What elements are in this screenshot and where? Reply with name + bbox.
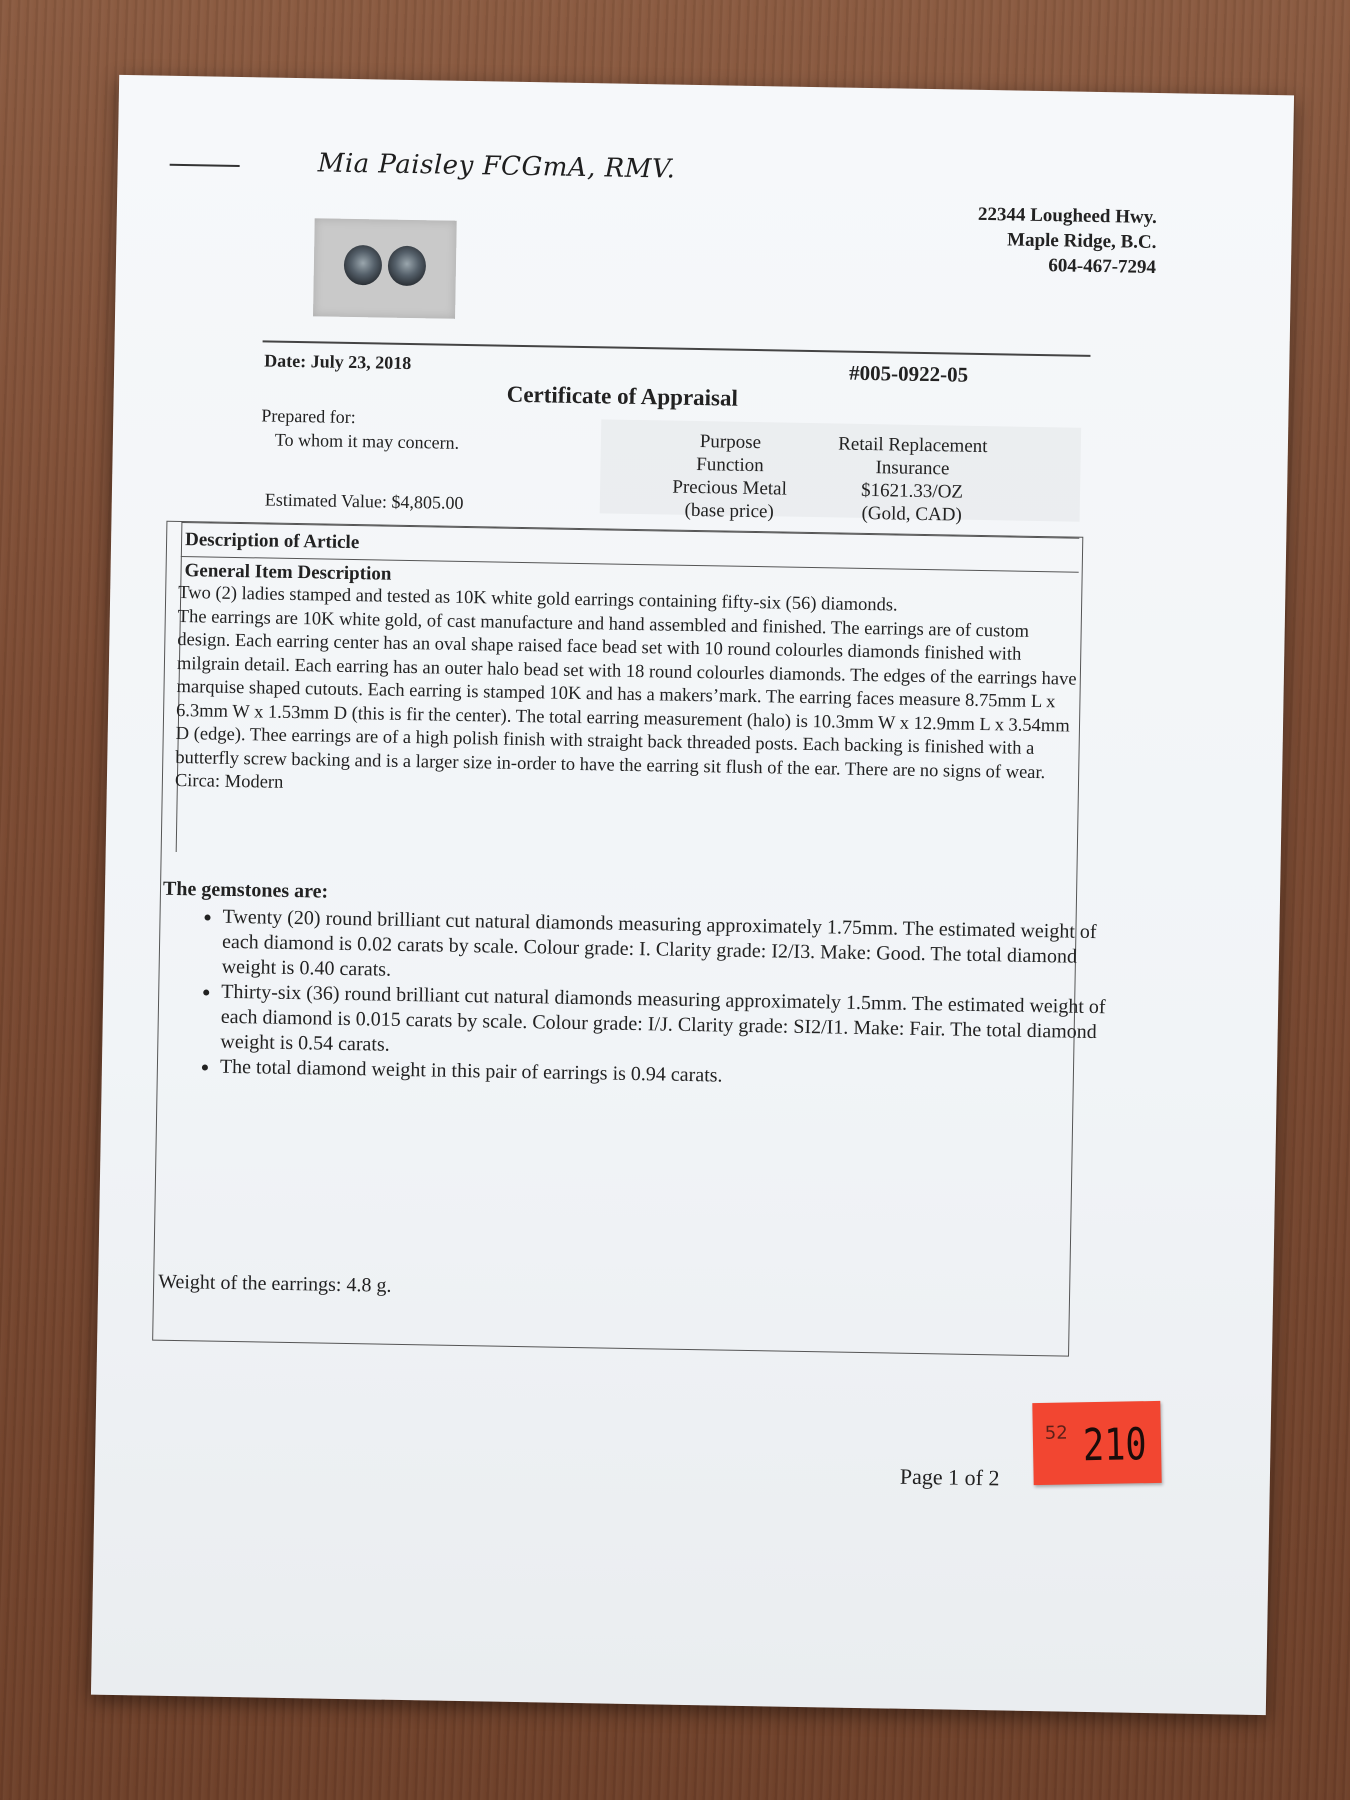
gemstone-item: • Twenty (20) round brilliant cut natural diamonds measuring approximately 1.75mm. The estimated weight of each diamond is 0.02 carats by scale. Colour grade: I. Clarity grade: I2/I3. Make: Good. The total diamond weight is 0.40 carats. bbox=[221, 905, 1112, 996]
gemstone-item: • The total diamond weight in this pair of earrings is 0.94 carats. bbox=[220, 1055, 1110, 1096]
certificate-number: #005-0922-05 bbox=[848, 360, 969, 387]
base-price-label: (base price) bbox=[684, 499, 774, 523]
metal-currency-note: (Gold, CAD) bbox=[861, 502, 962, 526]
function-label: Function bbox=[696, 454, 764, 477]
gemstone-item: • Thirty-six (36) round brilliant cut natural diamonds measuring approximately 1.5mm. The estimated weight of each diamond is 0.015 carats by scale. Colour grade: I/J. Clarity grade: SI2/I1. Make: Fair. The total diamond weight is 0.54 carats. bbox=[220, 980, 1111, 1071]
prepared-for-value: To whom it may concern. bbox=[274, 429, 460, 453]
purpose-value: Retail Replacement bbox=[838, 433, 988, 458]
address-line: 22344 Lougheed Hwy. bbox=[977, 203, 1158, 229]
prepared-for-label: Prepared for: bbox=[261, 405, 356, 428]
earring-left-image bbox=[344, 245, 383, 286]
general-description-body bbox=[175, 582, 1079, 809]
prepared-for bbox=[261, 403, 460, 454]
page-number: Page 1 of 2 bbox=[899, 1463, 1000, 1491]
earrings-photo bbox=[313, 218, 457, 318]
gemstones-list bbox=[172, 904, 1113, 1095]
address-line: Maple Ridge, B.C. bbox=[1006, 229, 1157, 253]
appraiser-name: Mia Paisley FCGmA, RMV. bbox=[317, 148, 676, 185]
earring-right-image bbox=[388, 246, 427, 287]
purpose-values bbox=[811, 432, 1013, 527]
gemstones-title: The gemstones are: bbox=[162, 877, 329, 903]
sticker-small-code: 52 bbox=[1044, 1422, 1068, 1444]
description-paragraph: Two (2) ladies stamped and tested as 10K white gold earrings containing fifty-six (56) diamonds. bbox=[178, 582, 898, 616]
appraiser-address bbox=[977, 202, 1157, 280]
purpose-labels bbox=[647, 429, 814, 524]
precious-metal-label: Precious Metal bbox=[672, 476, 788, 500]
estimated-value: Estimated Value: $4,805.00 bbox=[264, 489, 464, 513]
function-value: Insurance bbox=[875, 457, 950, 480]
address-line: 604-467-7294 bbox=[1048, 255, 1157, 278]
description-heading: Description of Article bbox=[184, 529, 360, 554]
purpose-label: Purpose bbox=[699, 431, 762, 454]
margin-mark bbox=[170, 164, 240, 167]
earrings-weight: Weight of the earrings: 4.8 g. bbox=[157, 1270, 392, 1297]
general-description-title: General Item Description bbox=[184, 560, 392, 585]
certificate-title: Certificate of Appraisal bbox=[506, 381, 739, 411]
sticker-number: 210 bbox=[1082, 1419, 1148, 1472]
metal-price-value: $1621.33/OZ bbox=[860, 479, 964, 503]
description-paragraph: The earrings are 10K white gold, of cast manufacture and hand assembled and finished. The earrings are of custom design. Each earring center has an oval shape raised face bead set with 10 round colourles diamonds finished with milgrain detail. Each earring has an outer halo bead set with 18 round colourles diamonds. The edges of the earrings have marquise shaped cutouts. Each earring is stamped 10K and has a makers’mark. The earring faces measure 8.75mm L x 6.3mm W x 1.53mm D (this is fir the center). The total earring measurement (halo) is 10.3mm W x 12.9mm L x 3.54mm D (edge). Thee earrings are of a high polish finish with straight back threaded posts. Each backing is finished with a butterfly screw backing and is a larger size in-order to have the earring sit flush of the ear. There are no signs of wear. Circa: Modern bbox=[174, 606, 1077, 793]
price-sticker bbox=[1032, 1401, 1161, 1485]
appraisal-date: Date: July 23, 2018 bbox=[264, 350, 412, 374]
